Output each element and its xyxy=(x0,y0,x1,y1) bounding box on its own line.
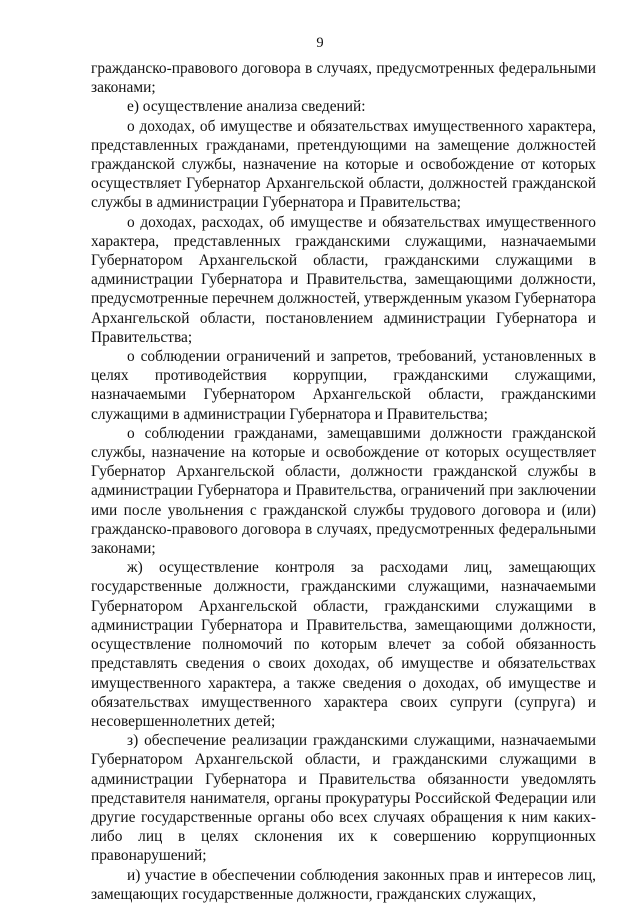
document-body xyxy=(91,59,596,904)
paragraph-item-zh: ж) осуществление контроля за расходами лиц, замещающих государственные должности, гражданскими служащими, назначаемыми Губернатором Архангельской области, гражданскими служащими в администрации Губернатора и Правительства, замещающими должности, осуществление полномочий по которым влечет за собой обязанность представлять сведения о своих доходах, об имуществе и обязательствах имущественного характера, а также сведения о доходах, об имуществе и обязательствах имущественного характера своих супруги (супруга) и несовершеннолетних детей; xyxy=(91,559,596,730)
paragraph-continuation: гражданско-правового договора в случаях, предусмотренных федеральными законами; xyxy=(91,60,596,97)
paragraph-restrictions: о соблюдении ограничений и запретов, требований, установленных в целях противодействия коррупции, гражданскими служащими, назначаемыми Губернатором Архангельской области, гражданскими служащими в администрации Губернатора и Правительства; xyxy=(91,348,596,423)
paragraph-income-applicants: о доходах, об имуществе и обязательствах имущественного характера, представленных гражданами, претендующими на замещение должностей гражданской службы, назначение на которые и освобождение от которых осуществляет Губернатор Архангельской области, должностей гражданской службы в администрации Губернатора и Правительства; xyxy=(91,117,596,212)
page-number: 9 xyxy=(316,35,324,51)
paragraph-income-servants: о доходах, расходах, об имуществе и обязательствах имущественного характера, представленных гражданскими служащими, назначаемыми Губернатором Архангельской области, гражданскими служащими в администрации Губернатора и Правительства, замещающими должности, предусмотренные перечнем должностей, утвержденным указом Губернатора Архангельской области, постановлением администрации Губернатора и Правительства; xyxy=(91,213,596,346)
paragraph-item-e: е) осуществление анализа сведений: xyxy=(127,98,366,116)
paragraph-item-z: з) обеспечение реализации гражданскими служащими, назначаемыми Губернатором Архангельской области, и гражданскими служащими в администрации Губернатора и Правительства обязанности уведомлять представителя нанимателя, органы прокуратуры Российской Федерации или другие государственные органы обо всех случаях обращения к ним каких-либо лиц в целях склонения их к совершению коррупционных правонарушений; xyxy=(91,732,596,865)
paragraph-former-servants: о соблюдении гражданами, замещавшими должности гражданской службы, назначение на которые и освобождение от которых осуществляет Губернатор Архангельской области, должности гражданской службы в администрации Губернатора и Правительства, ограничений при заключении ими после увольнения с гражданской службы трудового договора и (или) гражданско-правового договора в случаях, предусмотренных федеральными законами; xyxy=(91,424,596,558)
paragraph-item-i: и) участие в обеспечении соблюдения законных прав и интересов лиц, замещающих государственные должности, гражданских служащих, xyxy=(91,866,596,903)
